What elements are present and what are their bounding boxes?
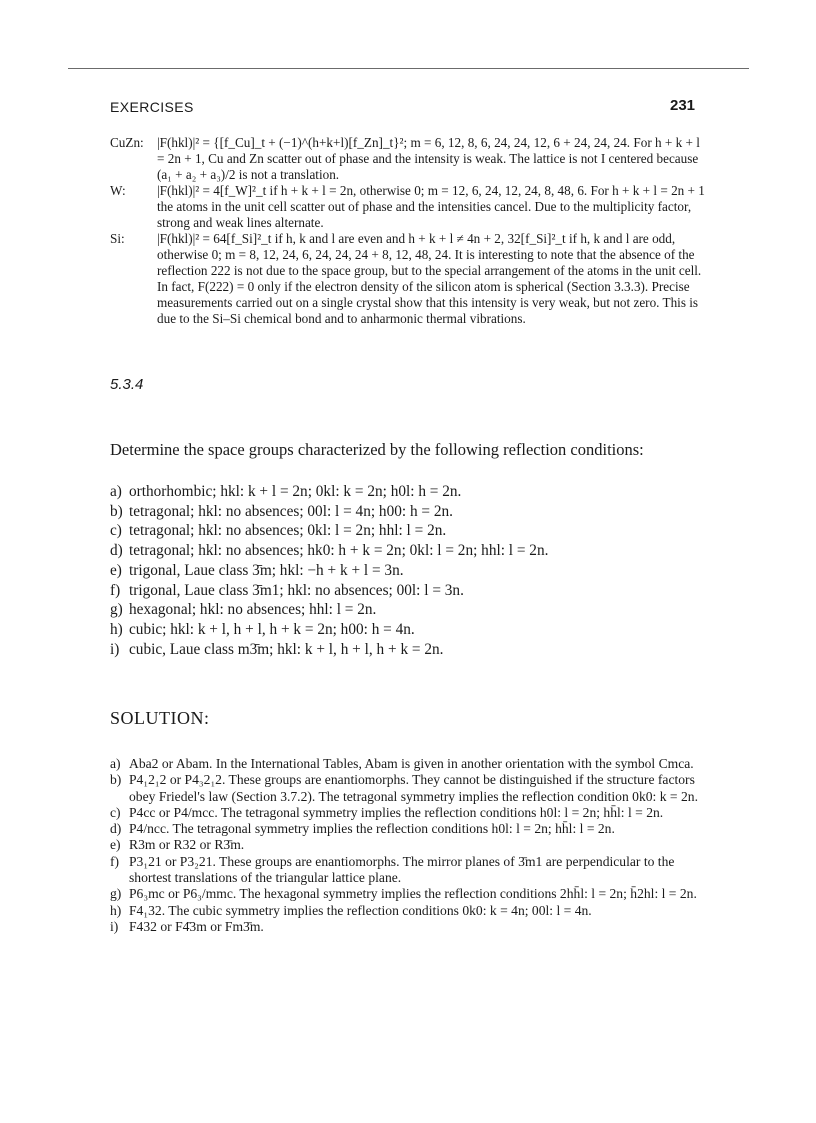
problem-item: [110, 482, 710, 502]
item-text: tetragonal; hkl: no absences; hk0: h + k = 2n; 0kl: l = 2n; hhl: l = 2n.: [129, 542, 549, 560]
header-rule: [68, 68, 749, 69]
solution-item: [110, 805, 710, 821]
problem-item: [110, 521, 710, 541]
problem-item: [110, 581, 710, 601]
item-text: F432 or F4̄3m or Fm3̄m.: [129, 918, 264, 934]
item-letter: h): [110, 902, 122, 918]
item-letter: h): [110, 620, 123, 638]
item-letter: a): [110, 483, 122, 500]
exercise-prompt: Determine the space groups characterized by the following reflection conditions:: [110, 440, 644, 459]
item-letter: b): [110, 502, 123, 520]
item-letter: e): [110, 837, 121, 853]
entry-label: Si:: [110, 231, 125, 246]
item-letter: a): [110, 756, 121, 771]
item-text: tetragonal; hkl: no absences; 0kl: l = 2n; hhl: l = 2n.: [129, 522, 447, 540]
item-text: P4₁2₁2 or P4₃2₁2. These groups are enantiomorphs. They cannot be distinguished if the structure factors obey Friedel's law (Section 3.7.2). The tetragonal symmetry implies the reflection condition 0k0: k = 2n.: [129, 772, 698, 804]
item-text: trigonal, Laue class 3̄m1; hkl: no absences; 00l: l = 3n.: [129, 581, 464, 599]
solution-list: [110, 756, 710, 935]
item-text: cubic, Laue class m3̄m; hkl: k + l, h + l, h + k = 2n.: [129, 640, 444, 658]
item-letter: d): [110, 821, 122, 837]
item-letter: f): [110, 581, 121, 599]
solution-item: [110, 756, 710, 772]
problem-item: [110, 561, 710, 581]
problem-item: [110, 502, 710, 522]
item-text: orthorhombic; hkl: k + l = 2n; 0kl: k = 2n; h0l: h = 2n.: [129, 483, 462, 500]
item-letter: i): [110, 918, 119, 934]
item-letter: g): [110, 886, 122, 902]
solution-item: [110, 854, 710, 887]
item-text: tetragonal; hkl: no absences; 00l: l = 4n; h00: h = 2n.: [129, 502, 453, 520]
solution-item: [110, 903, 710, 919]
solution-heading: SOLUTION:: [110, 708, 210, 728]
item-text: cubic; hkl: k + l, h + l, h + k = 2n; h00: h = 4n.: [129, 620, 415, 638]
problem-item: [110, 640, 710, 660]
item-letter: i): [110, 640, 120, 658]
problem-item: [110, 541, 710, 561]
entry-label: CuZn:: [110, 135, 144, 150]
item-text: trigonal, Laue class 3̄m; hkl: −h + k + l = 3n.: [129, 561, 404, 579]
entry-text: |F(hkl)|² = 4[f_W]²_t if h + k + l = 2n, otherwise 0; m = 12, 6, 24, 12, 24, 8, 48, 6. For h + k + l = 2n + 1 the atoms in the unit cell scatter out of phase and the intensities cancel. Due to the multiplicity factor, strong and weak lines alternate.: [157, 183, 705, 230]
item-text: hexagonal; hkl: no absences; hhl: l = 2n.: [129, 601, 377, 619]
solution-item: [110, 886, 710, 902]
entry-w: [110, 183, 710, 231]
item-text: P4/ncc. The tetragonal symmetry implies the reflection conditions h0l: l = 2n; hh̄l: l = 2n.: [129, 821, 615, 837]
item-letter: d): [110, 542, 123, 560]
entry-label: W:: [110, 183, 126, 198]
structure-factor-entries: [110, 135, 710, 327]
entry-text: |F(hkl)|² = {[f_Cu]_t + (−1)^(h+k+l)[f_Zn]_t}²; m = 6, 12, 8, 6, 24, 24, 12, 6 + 24, 24, 24. For h + k + l = 2n + 1, Cu and Zn scatter out of phase and the intensity is weak. The lattice is not I centered because (a₁ + a₂ + a₃)/2 is not a translation.: [157, 135, 700, 182]
solution-item: [110, 919, 710, 935]
solution-item: [110, 772, 710, 805]
item-letter: c): [110, 804, 121, 820]
item-letter: g): [110, 601, 123, 619]
problem-item: [110, 600, 710, 620]
running-head: EXERCISES: [110, 99, 194, 115]
item-text: F4₁32. The cubic symmetry implies the reflection conditions 0k0: k = 4n; 00l: l = 4n.: [129, 902, 592, 918]
item-letter: c): [110, 522, 122, 540]
item-letter: f): [110, 853, 120, 869]
item-text: P4cc or P4/mcc. The tetragonal symmetry implies the reflection conditions h0l: l = 2n; hh̄l: l = 2n.: [129, 804, 664, 820]
item-text: P3₁21 or P3₂21. These groups are enantiomorphs. The mirror planes of 3̄m1 are perpendicular to the shortest translations of the triangular lattice plane.: [129, 853, 675, 886]
item-text: P6₃mc or P6₃/mmc. The hexagonal symmetry implies the reflection conditions 2hh̄l: l = 2n; h̄2hl: l = 2n.: [129, 886, 697, 902]
problem-item: [110, 620, 710, 640]
entry-cuzn: [110, 135, 710, 183]
item-letter: b): [110, 772, 122, 788]
section-number: 5.3.4: [110, 376, 144, 393]
item-letter: e): [110, 561, 122, 579]
item-text: R3m or R32 or R3̄m.: [129, 837, 245, 853]
item-text: Aba2 or Abam. In the International Tables, Abam is given in another orientation with the symbol Cmca.: [129, 756, 694, 771]
entry-text: |F(hkl)|² = 64[f_Si]²_t if h, k and l are even and h + k + l ≠ 4n + 2, 32[f_Si]²_t if h, k and l are odd, otherwise 0; m = 8, 12, 24, 6, 24, 24, 24 + 8, 12, 48, 24. It is interesting to note that the absence of the reflection 222 is not due to the space group, but to the special arrangement of the atoms in the unit cell. In fact, F(222) = 0 only if the electron density of the silicon atom is spherical (Section 3.3.3). Precise measurements carried out on a single crystal show that this intensity is very weak, but not zero. This is due to the Si–Si chemical bond and to anharmonic thermal vibrations.: [157, 231, 702, 326]
solution-item: [110, 837, 710, 853]
entry-si: [110, 231, 710, 327]
problem-list: [110, 482, 710, 659]
page-number: 231: [670, 97, 696, 114]
solution-item: [110, 821, 710, 837]
